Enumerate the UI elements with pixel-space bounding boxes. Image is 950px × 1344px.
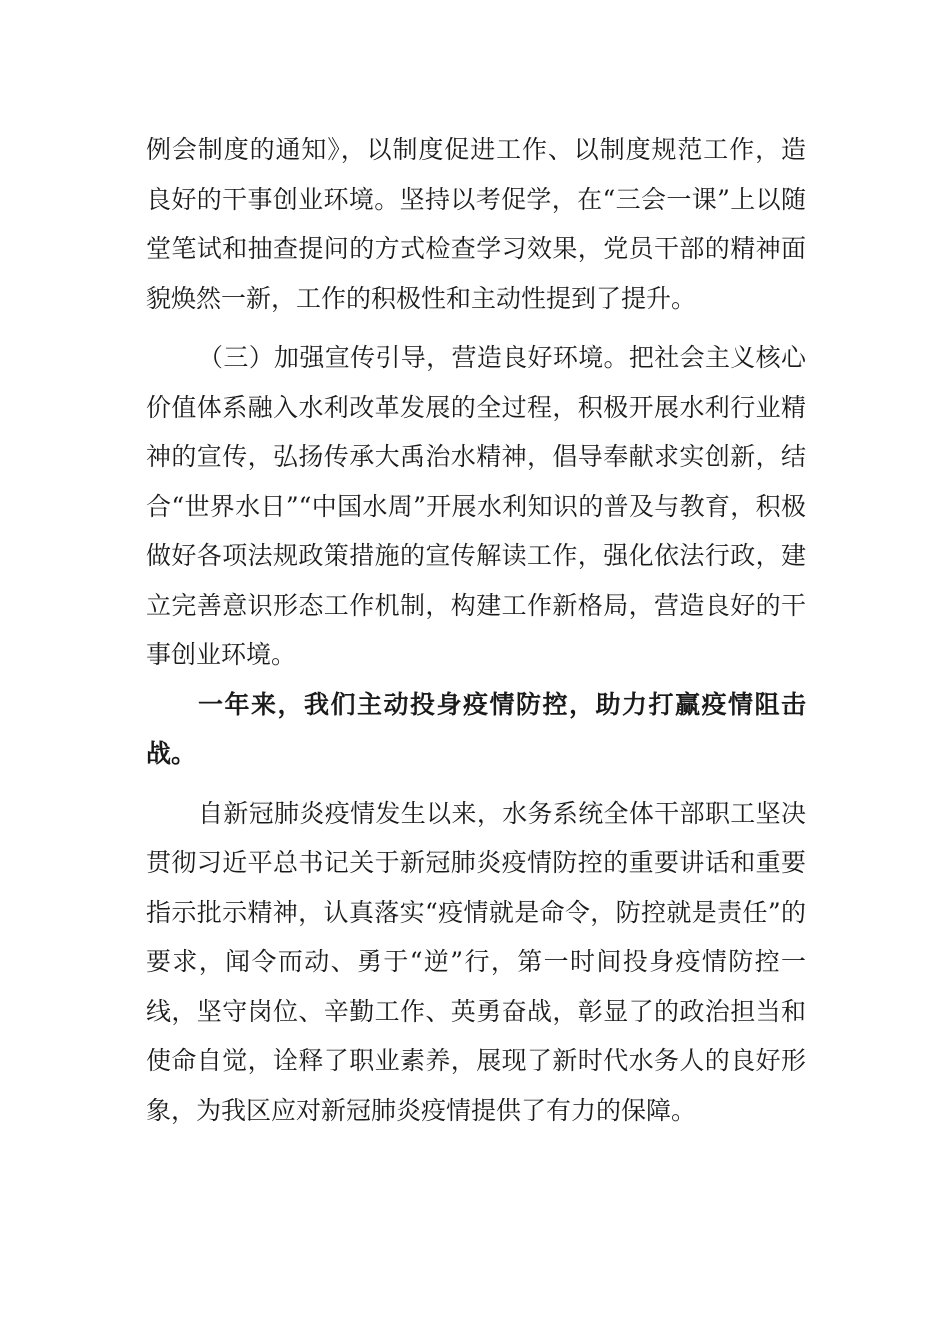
paragraph-publicity-guidance: （三）加强宣传引导，营造良好环境。把社会主义核心价值体系融入水利改革发展的全过程，积极开展水利行业精神的宣传，弘扬传承大禹治水精神，倡导奉献求实创新，结合“世界水日”“中国水周”开展水利知识的普及与教育，积极做好各项法规政策措施的宣传解读工作，强化依法行政，建立完善意识形态工作机制，构建工作新格局，营造良好的干事创业环境。 [146, 343, 806, 669]
section-heading-epidemic-control: 一年来，我们主动投身疫情防控，助力打赢疫情阻击战。 [146, 689, 806, 768]
paragraph-epidemic-response: 自新冠肺炎疫情发生以来，水务系统全体干部职工坚决贯彻习近平总书记关于新冠肺炎疫情防控的重要讲话和重要指示批示精神，认真落实“疫情就是命令，防控就是责任”的要求，闻令而动、勇于“逆”行，第一时间投身疫情防控一线，坚守岗位、辛勤工作、英勇奋战，彰显了的政治担当和使命自觉，诠释了职业素养，展现了新时代水务人的良好形象，为我区应对新冠肺炎疫情提供了有力的保障。 [146, 798, 806, 1125]
paragraph-meeting-system: 例会制度的通知》，以制度促进工作、以制度规范工作，造良好的干事创业环境。坚持以考促学，在“三会一课”上以随堂笔试和抽查提问的方式检查学习效果，党员干部的精神面貌焕然一新，工作的积极性和主动性提到了提升。 [146, 135, 806, 313]
document-body [146, 125, 806, 1135]
